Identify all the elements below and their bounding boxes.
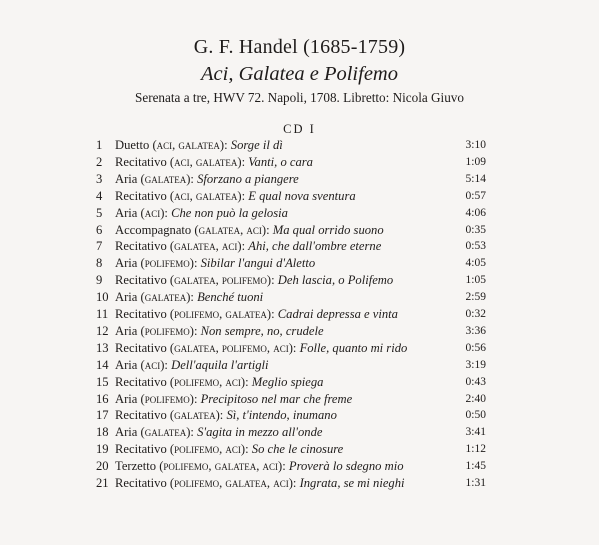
track-incipit: S'agita in mezzo all'onde [197,425,323,440]
track-row [0,170,599,188]
track-form: Aria [115,256,138,271]
track-number: 1 [96,138,103,152]
track-description [115,373,323,391]
track-number: 9 [96,273,103,288]
work-title: Aci, Galatea e Polifemo [201,63,398,85]
track-roles: (polifemo, galatea, aci): [169,476,297,490]
track-row [0,474,599,492]
track-form: Duetto [115,138,150,152]
track-duration: 1:12 [465,443,486,456]
track-row [0,423,599,441]
track-number: 2 [96,154,103,169]
track-number: 10 [96,290,109,305]
track-duration: 3:36 [465,324,486,337]
track-incipit: E qual nova sventura [248,188,356,203]
track-description [115,271,393,289]
track-incipit: Sibilar l'angui d'Aletto [200,256,316,271]
track-description [115,457,404,475]
track-duration: 0:53 [465,240,486,253]
track-roles: (polifemo): [140,323,198,338]
track-form: Recitativo [115,239,167,254]
track-roles: (polifemo): [140,391,198,406]
track-row [0,457,599,475]
track-roles: (galatea, polifemo): [169,273,275,288]
track-incipit: Folle, quanto mi rido [299,340,408,355]
track-description [115,221,384,239]
track-roles: (galatea): [169,408,224,423]
track-number: 11 [96,307,109,321]
track-form: Aria [115,171,138,186]
track-incipit: Sorge il dì [230,138,283,152]
track-roles: (galatea): [140,425,194,440]
track-number: 12 [96,323,109,338]
track-incipit: Ma qual orrido suono [272,222,384,237]
track-duration: 2:40 [465,392,486,405]
track-roles: (aci, galatea): [152,138,228,152]
track-number: 3 [96,171,103,186]
track-row [0,187,599,205]
track-row [0,322,599,340]
track-form: Aria [115,391,138,406]
track-row [0,373,599,391]
track-row [0,339,599,357]
track-number: 5 [96,205,103,220]
track-form: Terzetto [115,459,157,474]
track-description [115,390,352,408]
track-duration: 0:57 [465,189,486,202]
track-form: Recitativo [115,273,167,288]
track-roles: (polifemo, aci): [169,374,249,389]
track-form: Aria [115,323,138,338]
track-description [115,440,343,458]
track-duration: 1:31 [465,477,486,489]
track-description [115,356,269,374]
track-incipit: Ingrata, se mi nieghi [299,476,405,490]
track-incipit: Ahi, che dall'ombre eterne [248,239,382,254]
track-roles: (aci): [140,205,168,220]
track-row [0,288,599,306]
track-form: Recitativo [115,154,167,169]
track-row [0,390,599,408]
track-description [115,187,356,205]
track-form: Recitativo [115,188,167,203]
track-incipit: Cadrai depressa e vinta [277,307,398,321]
track-row [0,356,599,374]
track-incipit: Meglio spiega [251,374,324,389]
track-duration: 3:41 [465,426,486,439]
track-row [0,204,599,222]
track-duration: 1:09 [465,155,486,168]
track-number: 6 [96,222,103,237]
track-incipit: Non sempre, no, crudele [200,323,324,338]
track-row [0,136,599,154]
track-duration: 0:50 [465,409,486,422]
track-row [0,305,599,323]
track-description [115,339,407,357]
track-description [115,170,299,188]
track-incipit: Dell'aquila l'artigli [171,357,269,372]
track-roles: (aci): [140,357,168,372]
track-roles: (polifemo, galatea, aci): [159,459,286,474]
track-duration: 3:10 [465,139,486,151]
track-row [0,440,599,458]
track-roles: (galatea, polifemo, aci): [169,340,297,355]
track-incipit: Proverà lo sdegno mio [288,459,404,474]
track-incipit: Sì, t'intendo, inumano [226,408,337,423]
track-form: Recitativo [115,442,167,457]
track-incipit: Precipitoso nel mar che freme [200,391,353,406]
track-incipit: Benché tuoni [197,290,264,305]
track-form: Recitativo [115,340,167,355]
track-number: 14 [96,357,109,372]
track-roles: (aci, galatea): [169,154,246,169]
track-number: 20 [96,459,109,474]
track-roles: (galatea, aci): [194,222,270,237]
track-duration: 0:43 [465,375,486,388]
track-description [115,305,398,323]
track-duration: 4:05 [465,257,486,270]
track-description [115,136,283,154]
track-description [115,254,315,272]
track-form: Recitativo [115,476,167,490]
track-row [0,271,599,289]
track-number: 21 [96,476,109,490]
track-incipit: Sforzano a piangere [197,171,299,186]
track-description [115,153,313,171]
track-duration: 5:14 [465,172,486,185]
track-number: 19 [96,442,109,457]
work-subtitle: Serenata a tre, HWV 72. Napoli, 1708. Libretto: Nicola Giuvo [135,90,464,105]
track-duration: 0:35 [465,223,486,236]
track-form: Aria [115,357,138,372]
track-number: 13 [96,340,109,355]
track-incipit: Deh lascia, o Polifemo [277,273,394,288]
track-number: 7 [96,239,103,254]
track-number: 16 [96,391,109,406]
track-roles: (polifemo): [140,256,198,271]
track-description [115,288,263,306]
track-roles: (galatea, aci): [169,239,246,254]
track-form: Accompagnato [115,222,192,237]
track-roles: (galatea): [140,290,194,305]
track-form: Recitativo [115,307,167,321]
track-incipit: So che le cinosure [251,442,344,457]
track-roles: (polifemo, galatea): [169,307,275,321]
track-number: 17 [96,408,109,423]
track-incipit: Che non può la gelosia [171,205,288,220]
track-number: 18 [96,425,109,440]
track-number: 4 [96,188,103,203]
track-duration: 1:05 [465,274,486,287]
track-roles: (aci, galatea): [169,188,246,203]
track-description [115,406,337,424]
track-description [115,474,405,492]
track-duration: 4:06 [465,206,486,219]
track-row [0,237,599,255]
track-form: Aria [115,205,138,220]
track-number: 15 [96,374,109,389]
track-row [0,221,599,239]
track-description [115,204,288,222]
track-duration: 0:56 [465,341,486,354]
track-row [0,153,599,171]
track-form: Aria [115,425,138,440]
track-form: Recitativo [115,408,167,423]
track-duration: 2:59 [465,291,486,304]
disc-label: CD I [283,122,316,136]
track-description [115,322,324,340]
track-form: Aria [115,290,138,305]
track-row [0,254,599,272]
track-duration: 0:32 [465,308,486,320]
track-row [0,406,599,424]
track-form: Recitativo [115,374,167,389]
composer-heading: G. F. Handel (1685-1759) [193,36,406,58]
track-duration: 1:45 [465,460,486,473]
track-roles: (polifemo, aci): [169,442,249,457]
track-description [115,237,381,255]
track-roles: (galatea): [140,171,194,186]
track-number: 8 [96,256,103,271]
track-incipit: Vanti, o cara [248,154,313,169]
track-description [115,423,322,441]
track-duration: 3:19 [465,358,486,371]
